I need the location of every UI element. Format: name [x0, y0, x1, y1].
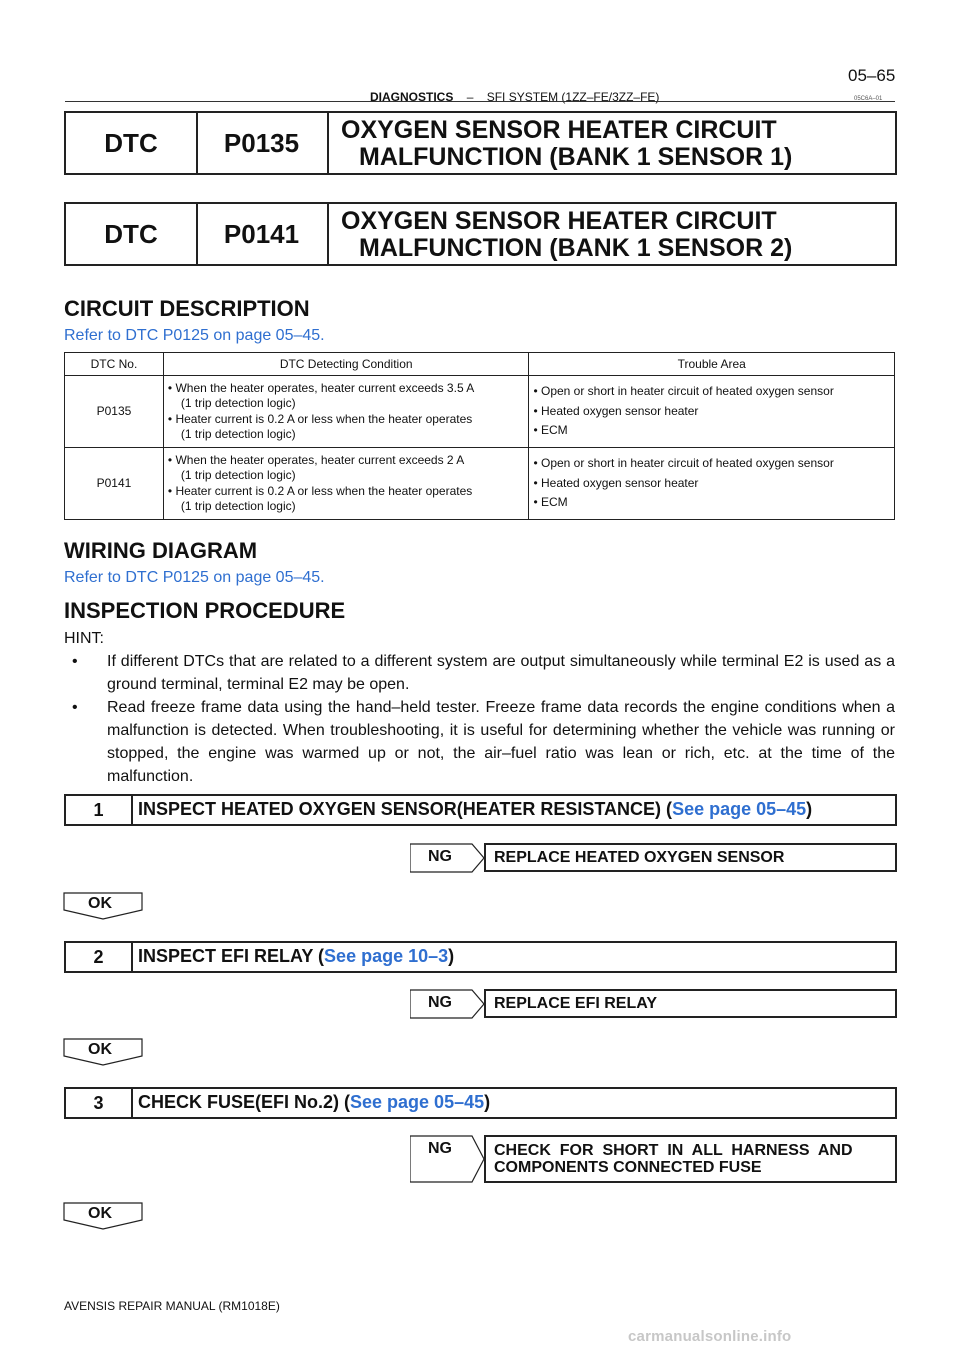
step-number: 1	[66, 796, 133, 824]
doc-code: 05C6A–01	[854, 96, 883, 102]
dtc-label: DTC	[66, 113, 198, 173]
circuit-description-link[interactable]: Refer to DTC P0125 on page 05–45.	[64, 327, 325, 344]
inspection-procedure-heading: INSPECTION PROCEDURE	[64, 598, 346, 623]
dtc-label: DTC	[66, 204, 198, 264]
step-1-box: 1 INSPECT HEATED OXYGEN SENSOR(HEATER RESISTANCE) (See page 05–45)	[64, 794, 897, 826]
page-header	[0, 66, 960, 106]
step-2-box: 2 INSPECT EFI RELAY (See page 10–3)	[64, 941, 897, 973]
dtc-title-line1: OXYGEN SENSOR HEATER CIRCUIT	[341, 116, 777, 144]
hint-label: HINT:	[64, 630, 104, 647]
table-row	[65, 448, 895, 520]
dtc-title-line2: MALFUNCTION (BANK 1 SENSOR 1)	[359, 143, 793, 171]
header-subtitle: SFI SYSTEM (1ZZ–FE/3ZZ–FE)	[486, 90, 660, 104]
dtc-title-line2: MALFUNCTION (BANK 1 SENSOR 2)	[359, 234, 793, 262]
ng-action-box: REPLACE HEATED OXYGEN SENSOR	[484, 843, 897, 872]
dtc-title-line1: OXYGEN SENSOR HEATER CIRCUIT	[341, 207, 777, 235]
header-rule	[65, 101, 895, 102]
step-3-link[interactable]: See page 05–45	[350, 1092, 485, 1112]
table-header-row	[65, 353, 895, 376]
row-condition: • When the heater operates, heater current exceeds 3.5 A (1 trip detection logic) • Heater current is 0.2 A or less when the heater operates (1 trip detection logic)	[163, 376, 529, 448]
dtc-code: P0141	[196, 204, 329, 264]
step-3-box: 3 CHECK FUSE(EFI No.2) (See page 05–45)	[64, 1087, 897, 1119]
step-2-link[interactable]: See page 10–3	[324, 946, 449, 966]
footer-manual-title: AVENSIS REPAIR MANUAL (RM1018E)	[64, 1299, 280, 1313]
col-detecting-condition: DTC Detecting Condition	[163, 353, 529, 376]
step-number: 3	[66, 1089, 133, 1117]
step-1-link[interactable]: See page 05–45	[672, 799, 807, 819]
watermark: carmanualsonline.info	[628, 1328, 792, 1345]
bullet-icon: •	[72, 653, 78, 670]
circuit-description-heading: CIRCUIT DESCRIPTION	[64, 296, 310, 321]
wiring-diagram-heading: WIRING DIAGRAM	[64, 538, 258, 563]
ng-action-box: REPLACE EFI RELAY	[484, 989, 897, 1018]
ng-action-box: CHECK FOR SHORT IN ALL HARNESS AND COMPONENTS CONNECTED FUSE	[484, 1135, 897, 1183]
dtc-title-box-p0135	[64, 111, 897, 175]
table-row	[65, 376, 895, 448]
bullet-icon: •	[72, 699, 78, 716]
row-dtc: P0141	[65, 448, 164, 520]
header-separator: –	[466, 90, 474, 104]
dtc-table	[64, 352, 895, 520]
row-condition: • When the heater operates, heater current exceeds 2 A (1 trip detection logic) • Heater current is 0.2 A or less when the heater operates (1 trip detection logic)	[163, 448, 529, 520]
step-number: 2	[66, 943, 133, 971]
header-section: DIAGNOSTICS	[370, 90, 454, 104]
row-trouble-area: • Open or short in heater circuit of heated oxygen sensor • Heated oxygen sensor heater • ECM	[529, 376, 895, 448]
row-trouble-area: • Open or short in heater circuit of heated oxygen sensor • Heated oxygen sensor heater • ECM	[529, 448, 895, 520]
wiring-diagram-link[interactable]: Refer to DTC P0125 on page 05–45.	[64, 569, 325, 586]
col-dtc-no: DTC No.	[65, 353, 164, 376]
dtc-code: P0135	[196, 113, 329, 173]
row-dtc: P0135	[65, 376, 164, 448]
dtc-title-box-p0141	[64, 202, 897, 266]
col-trouble-area: Trouble Area	[529, 353, 895, 376]
page-number: 05–65	[848, 66, 896, 85]
